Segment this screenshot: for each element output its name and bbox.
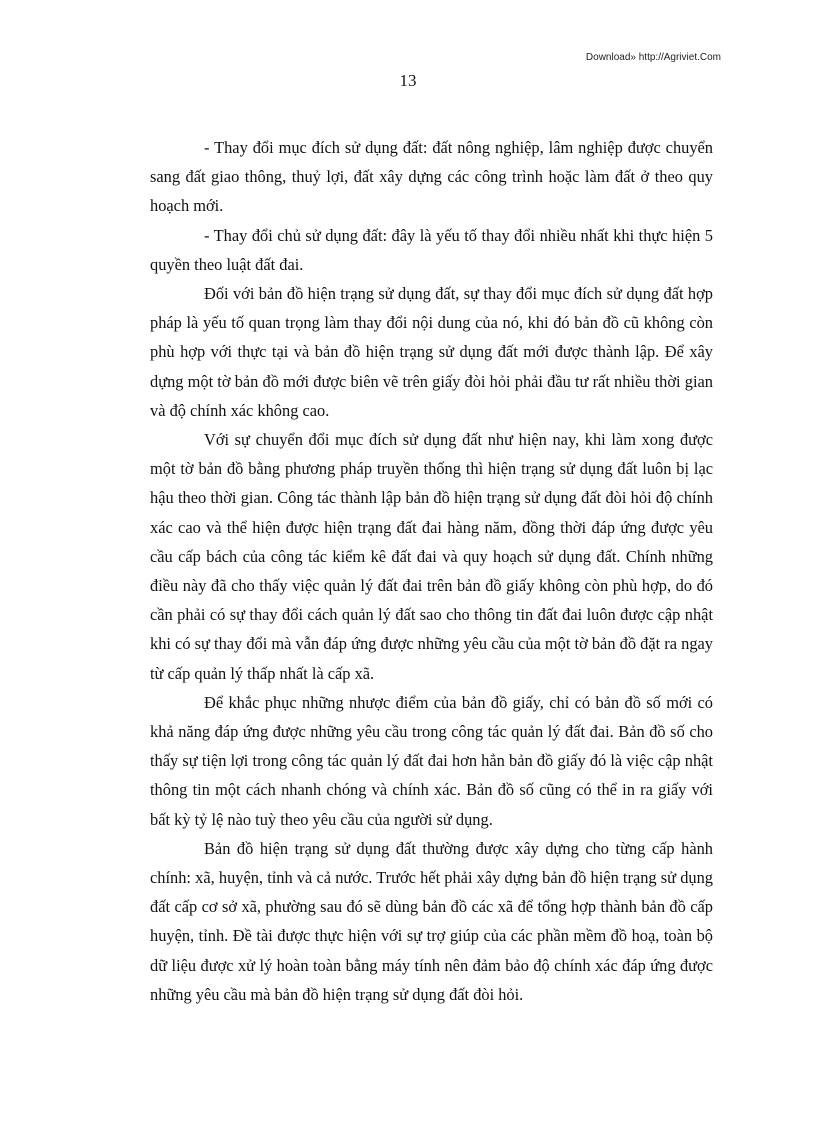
- paragraph-land-owner-change: - Thay đổi chủ sử dụng đất: đây là yếu tố thay đổi nhiều nhất khi thực hiện 5 quyền theo luật đất đai.: [150, 225, 713, 274]
- download-source-link[interactable]: Download» http://Agriviet.Com: [585, 52, 721, 63]
- page-number: 13: [399, 71, 417, 90]
- paragraph-admin-levels: Bản đồ hiện trạng sử dụng đất thường được xây dựng cho từng cấp hành chính: xã, huyện, tỉnh và cả nước. Trước hết phải xây dựng bản đồ hiện trạng sử dụng đất cấp cơ sở xã, phường sau đó sẽ dùng bản đồ các xã để tổng hợp thành bản đồ cấp huyện, tỉnh. Đề tài được thực hiện với sự trợ giúp của các phần mềm đồ hoạ, toàn bộ dữ liệu được xử lý hoàn toàn bằng máy tính nên đảm bảo độ chính xác đáp ứng được những yêu cầu mà bản đồ hiện trạng sử dụng đất đòi hỏi.: [150, 838, 713, 1004]
- document-body: [150, 133, 713, 1009]
- paragraph-land-purpose-change: - Thay đổi mục đích sử dụng đất: đất nông nghiệp, lâm nghiệp được chuyển sang đất giao thông, thuỷ lợi, đất xây dựng các công trình hoặc làm đất ở theo quy hoạch mới.: [150, 138, 713, 216]
- paragraph-current-use-map: Đối với bản đồ hiện trạng sử dụng đất, sự thay đổi mục đích sử dụng đất hợp pháp là yếu tố quan trọng làm thay đổi nội dung của nó, khi đó bản đồ cũ không còn phù hợp với thực tại và bản đồ hiện trạng sử dụng đất mới được thành lập. Để xây dựng một tờ bản đồ mới được biên vẽ trên giấy đòi hỏi phải đầu tư rất nhiều thời gian và độ chính xác không cao.: [150, 284, 713, 420]
- paragraph-digital-map: Để khắc phục những nhược điểm của bản đồ giấy, chỉ có bản đồ số mới có khả năng đáp ứng được những yêu cầu trong công tác quản lý đất đai. Bản đồ số cho thấy sự tiện lợi trong công tác quản lý đất đai hơn hẳn bản đồ giấy đó là việc cập nhật thông tin một cách nhanh chóng và chính xác. Bản đồ số cũng có thể in ra giấy với bất kỳ tỷ lệ nào tuỳ theo yêu cầu của người sử dụng.: [150, 692, 713, 829]
- paragraph-traditional-method: Với sự chuyển đổi mục đích sử dụng đất như hiện nay, khi làm xong được một tờ bản đồ bằng phương pháp truyền thống thì hiện trạng sử dụng đất luôn bị lạc hậu theo thời gian. Công tác thành lập bản đồ hiện trạng sử dụng đất đòi hỏi độ chính xác cao và thể hiện được hiện trạng đất đai hàng năm, đồng thời đáp ứng được yêu cầu cấp bách của công tác kiểm kê đất đai và quy hoạch sử dụng đất. Chính những điều này đã cho thấy việc quản lý đất đai trên bản đồ giấy không còn phù hợp, do đó cần phải có sự thay đổi cách quản lý đất sao cho thông tin đất đai luôn được cập nhật khi có sự thay đổi mà vẫn đáp ứng được những yêu cầu của một tờ bản đồ đặt ra ngay từ cấp quản lý thấp nhất là cấp xã.: [150, 430, 713, 683]
